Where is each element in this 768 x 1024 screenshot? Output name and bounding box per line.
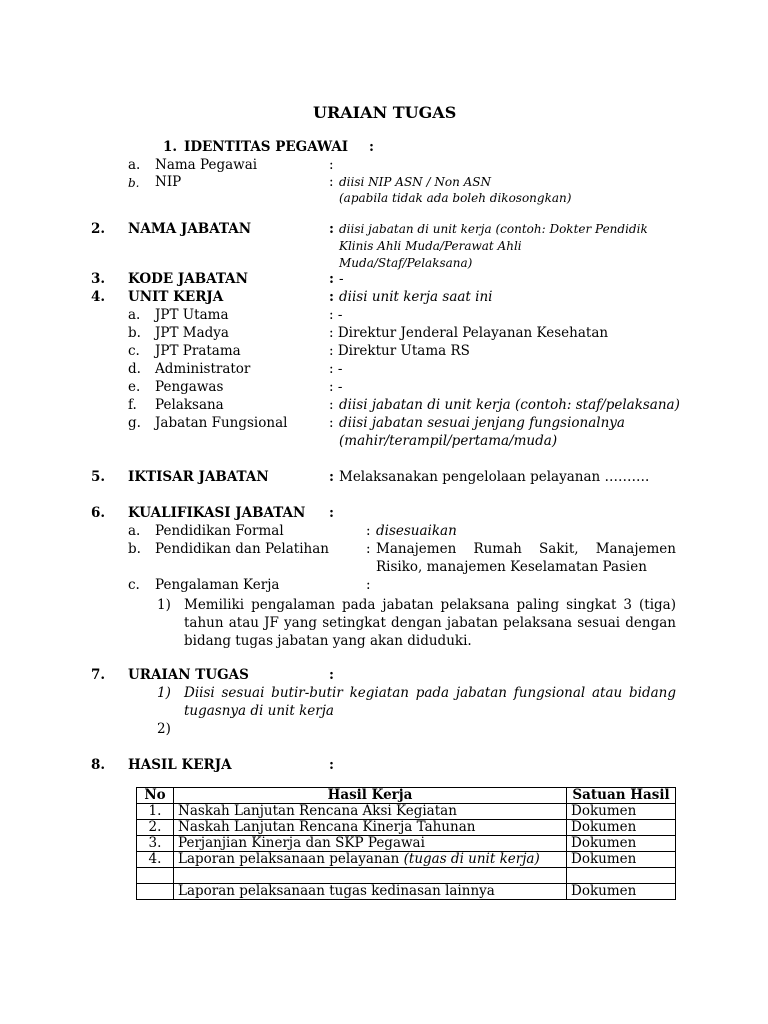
row-hasil-kerja: Laporan pelaksanaan tugas kedinasan lainnya — [174, 884, 567, 900]
section-2-label: NAMA JABATAN — [128, 221, 252, 237]
unit-item-letter: d. — [128, 361, 141, 377]
row-hasil-kerja — [174, 868, 567, 884]
nama-jabatan-value-line1: diisi jabatan di unit kerja (contoh: Dokter Pendidik — [339, 222, 648, 236]
pelaksana-value: diisi jabatan di unit kerja (contoh: staf/pelaksana) — [339, 397, 680, 413]
section-2-number: 2. — [91, 221, 106, 237]
section-4-colon: : — [329, 289, 334, 305]
unit-item-letter: e. — [128, 379, 141, 395]
nip-value: diisi NIP ASN / Non ASN — [339, 175, 492, 189]
unit-item-value: : - — [329, 379, 343, 395]
section-2-colon: : — [329, 221, 334, 237]
iktisar-jabatan-value: Melaksanakan pengelolaan pelayanan ………. — [339, 469, 650, 485]
diklat-colon: : — [366, 541, 371, 557]
pelaksana-letter: f. — [128, 397, 137, 413]
pendidikan-formal-letter: a. — [128, 523, 141, 539]
section-1-colon: : — [369, 139, 374, 155]
section-7-colon: : — [329, 667, 334, 683]
unit-item-letter: b. — [128, 325, 141, 341]
pengalaman-kerja-label: Pengalaman Kerja — [155, 577, 280, 593]
table-row — [137, 804, 676, 820]
section-5-colon: : — [329, 469, 334, 485]
nip-colon: : — [329, 174, 334, 190]
section-6-number: 6. — [91, 505, 106, 521]
section-8-colon: : — [329, 757, 334, 773]
nip-note: (apabila tidak ada boleh dikosongkan) — [339, 191, 572, 205]
section-1-label: IDENTITAS PEGAWAI — [184, 139, 349, 155]
uraian-item-1-text: Diisi sesuai butir-butir kegiatan pada jabatan fungsional atau bidang tugasnya di unit kerja — [184, 685, 676, 719]
unit-item-label: JPT Pratama — [155, 343, 241, 359]
unit-item-value: : - — [329, 307, 343, 323]
section-6-colon: : — [329, 505, 334, 521]
section-8-label: HASIL KERJA — [128, 757, 232, 773]
diklat-value-line2: Risiko, manajemen Keselamatan Pasien — [376, 559, 647, 575]
row-no: 1. — [137, 804, 174, 820]
row-satuan — [567, 868, 676, 884]
row-satuan: Dokumen — [567, 836, 676, 852]
section-7-label: URAIAN TUGAS — [128, 667, 249, 683]
row-hasil-kerja-note: (tugas di unit kerja) — [403, 851, 540, 867]
unit-item-label: JPT Utama — [155, 307, 229, 323]
kode-jabatan-value: - — [339, 271, 344, 287]
diklat-label: Pendidikan dan Pelatihan — [155, 541, 329, 557]
table-row — [137, 868, 676, 884]
table-row — [137, 852, 676, 868]
row-hasil-kerja — [174, 852, 567, 868]
section-3-label: KODE JABATAN — [128, 271, 248, 287]
section-7-number: 7. — [91, 667, 106, 683]
row-hasil-kerja-text: Laporan pelaksanaan pelayanan — [178, 851, 400, 867]
row-no: 4. — [137, 852, 174, 868]
row-hasil-kerja: Naskah Lanjutan Rencana Kinerja Tahunan — [174, 820, 567, 836]
section-3-number: 3. — [91, 271, 106, 287]
diklat-letter: b. — [128, 541, 141, 557]
row-no — [137, 884, 174, 900]
row-satuan: Dokumen — [567, 852, 676, 868]
row-satuan: Dokumen — [567, 820, 676, 836]
section-1-number: 1. — [163, 139, 178, 155]
jabatan-fungsional-value-line2: (mahir/terampil/pertama/muda) — [339, 433, 558, 449]
section-3-colon: : — [329, 271, 334, 287]
row-satuan: Dokumen — [567, 804, 676, 820]
section-4-number: 4. — [91, 289, 106, 305]
nama-jabatan-value-line2: Klinis Ahli Muda/Perawat Ahli — [339, 239, 522, 253]
pelaksana-colon: : — [329, 397, 334, 413]
pengalaman-kerja-letter: c. — [128, 577, 140, 593]
uraian-item-2-number: 2) — [157, 721, 171, 737]
pelaksana-label: Pelaksana — [155, 397, 224, 413]
nip-label: NIP — [155, 174, 182, 190]
row-no: 2. — [137, 820, 174, 836]
section-5-label: IKTISAR JABATAN — [128, 469, 269, 485]
unit-item-letter: a. — [128, 307, 141, 323]
table-row — [137, 820, 676, 836]
pengalaman-item-number: 1) — [157, 597, 171, 613]
header-hasil-kerja: Hasil Kerja — [174, 788, 567, 804]
nama-jabatan-value-line3: Muda/Staf/Pelaksana) — [339, 256, 473, 270]
diklat-value-line1: Manajemen Rumah Sakit, Manajemen — [376, 541, 676, 557]
unit-item-value: : - — [329, 361, 343, 377]
row-hasil-kerja: Naskah Lanjutan Rencana Aksi Kegiatan — [174, 804, 567, 820]
unit-item-value: : Direktur Utama RS — [329, 343, 470, 359]
unit-kerja-value: diisi unit kerja saat ini — [339, 289, 493, 305]
nama-pegawai-label: Nama Pegawai — [155, 157, 258, 173]
pendidikan-formal-colon: : — [366, 523, 371, 539]
nip-letter: b. — [128, 176, 140, 190]
row-no — [137, 868, 174, 884]
section-4-label: UNIT KERJA — [128, 289, 224, 305]
nama-pegawai-letter: a. — [128, 157, 141, 173]
pengalaman-item-text: Memiliki pengalaman pada jabatan pelaksana paling singkat 3 (tiga) tahun atau JF yang setingkat dengan jabatan pelaksana sesuai dengan bidang tugas jabatan yang akan diduduki. — [184, 597, 676, 649]
pengalaman-kerja-colon: : — [366, 577, 371, 593]
unit-item-label: JPT Madya — [155, 325, 229, 341]
header-no: No — [137, 788, 174, 804]
unit-item-letter: c. — [128, 343, 140, 359]
row-satuan: Dokumen — [567, 884, 676, 900]
section-6-label: KUALIFIKASI JABATAN — [128, 505, 306, 521]
row-hasil-kerja: Perjanjian Kinerja dan SKP Pegawai — [174, 836, 567, 852]
jabatan-fungsional-letter: g. — [128, 415, 141, 431]
unit-item-label: Administrator — [155, 361, 251, 377]
pendidikan-formal-value: disesuaikan — [376, 523, 457, 539]
row-no: 3. — [137, 836, 174, 852]
unit-item-label: Pengawas — [155, 379, 224, 395]
section-8-number: 8. — [91, 757, 106, 773]
document-title: URAIAN TUGAS — [313, 103, 457, 122]
pendidikan-formal-label: Pendidikan Formal — [155, 523, 284, 539]
table-row — [137, 836, 676, 852]
jabatan-fungsional-label: Jabatan Fungsional — [155, 415, 288, 431]
table-row — [137, 884, 676, 900]
header-satuan-hasil: Satuan Hasil — [567, 788, 676, 804]
unit-item-value: : Direktur Jenderal Pelayanan Kesehatan — [329, 325, 609, 341]
hasil-kerja-table — [136, 787, 676, 900]
nama-pegawai-colon: : — [329, 157, 334, 173]
jabatan-fungsional-colon: : — [329, 415, 334, 431]
uraian-item-1-number: 1) — [157, 685, 171, 701]
table-header-row — [137, 788, 676, 804]
section-5-number: 5. — [91, 469, 106, 485]
jabatan-fungsional-value-line1: diisi jabatan sesuai jenjang fungsionalnya — [339, 415, 625, 431]
